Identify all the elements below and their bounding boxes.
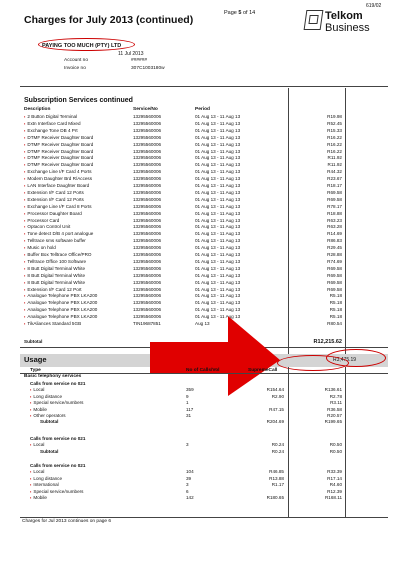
row-amount: R15.33 <box>327 127 342 133</box>
usage-row-label: ▪ Local <box>30 387 44 393</box>
row-service-number: 13295560006 <box>133 293 162 299</box>
row-amount: R78.17 <box>327 203 342 209</box>
invoice-value: 307C1003180w <box>131 66 165 71</box>
row-description: ▪ Buffer Box Telltrace Office/PRO <box>24 252 92 258</box>
row-amount: R28.88 <box>327 252 342 257</box>
col-service: Service/No <box>133 107 158 112</box>
usage-row-label: ▪ Special service/numbers <box>30 489 83 495</box>
row-description: ▪ Extn Interface Card Mixed <box>24 121 81 127</box>
usage-row-label: ▪ Mobile <box>30 495 47 501</box>
usage-row-supremecall: R180.65 <box>266 495 284 500</box>
row-description: ▪ Processor Card <box>24 218 59 224</box>
col-period: Period <box>195 107 210 112</box>
row-amount: R18.17 <box>327 183 342 188</box>
usage-row-label: ▪ Special service/numbers <box>30 400 83 406</box>
usage-subtotal-supremecall: R204.69 <box>266 419 284 425</box>
row-service-number: 13295560006 <box>133 286 162 292</box>
row-description: ▪ Telltrace sms software buffer <box>24 238 86 244</box>
row-description: ▪ Processor Daughter Board <box>24 211 82 217</box>
usage-row-amount: R17.14 <box>327 475 342 481</box>
row-period: 01 Aug 13 - 11 Aug 13 <box>195 210 241 216</box>
row-period: 01 Aug 13 - 11 Aug 13 <box>195 293 241 299</box>
row-amount: R29.45 <box>327 245 342 251</box>
row-amount: R80.54 <box>327 321 342 326</box>
row-service-number: 13295560006 <box>133 155 162 161</box>
usage-block-header: Calls from service no 021 <box>30 463 86 468</box>
row-service-number: 13295560006 <box>133 217 162 223</box>
usage-subtotal-supremecall: R0.24 <box>271 448 284 454</box>
row-service-number: 13295560006 <box>133 231 162 237</box>
column-rule <box>345 367 346 517</box>
row-description: ▪ Exchange Tone DB 4 Prt <box>24 128 78 134</box>
usage-title: Usage <box>24 355 47 364</box>
row-period: 01 Aug 13 - 11 Aug 13 <box>195 217 241 223</box>
telkom-logo-icon <box>304 10 324 30</box>
row-amount: R19.98 <box>327 114 342 119</box>
row-amount: R69.58 <box>327 286 342 292</box>
row-amount: R14.69 <box>327 231 342 237</box>
row-period: 01 Aug 13 - 11 Aug 13 <box>195 141 241 147</box>
row-description: ▪ Analogue Telephone PBX LKA200 <box>24 293 97 299</box>
row-amount: R69.58 <box>327 272 342 278</box>
usage-row-calls: 104 <box>186 469 194 475</box>
row-service-number: 13295560006 <box>133 189 162 195</box>
row-service-number: 13295560006 <box>133 141 162 147</box>
usage-row-calls: 39 <box>186 475 192 481</box>
row-description: ▪ 8 Butt Digital Terminal White <box>24 273 85 279</box>
row-amount: R63.23 <box>327 217 342 223</box>
page-number <box>224 10 255 16</box>
row-description: ▪ DTMF Receiver Daughter Board <box>24 142 93 148</box>
subscription-subtotal-label: Subtotal <box>24 339 43 344</box>
usage-row-label: ▪ Local <box>30 469 44 475</box>
usage-row-calls: 6 <box>186 488 189 494</box>
usage-row-calls: 3 <box>186 482 189 488</box>
invoice-label: Invoice no <box>64 66 86 71</box>
row-amount: R11.92 <box>327 155 342 161</box>
usage-row-amount: R136.61 <box>324 387 342 393</box>
row-description: ▪ Analogue Telephone PBX LKA200 <box>24 300 97 306</box>
usage-row-label: ▪ International <box>30 482 59 488</box>
row-amount: R74.69 <box>327 258 342 264</box>
usage-row-calls: 3 <box>186 442 189 448</box>
row-description: ▪ TikAliances Standard 5GB <box>24 321 81 327</box>
usage-row-label: ▪ Local <box>30 442 44 448</box>
row-service-number: 13295560006 <box>133 300 162 306</box>
row-service-number: 13295560006 <box>133 114 162 119</box>
row-description: ▪ 8 Butt Digital Terminal White <box>24 266 85 272</box>
usage-row-amount: R12.39 <box>327 488 342 494</box>
row-service-number: 13295560006 <box>133 127 162 133</box>
row-period: 01 Aug 13 - 11 Aug 13 <box>195 120 241 126</box>
row-period: 01 Aug 13 - 11 Aug 13 <box>195 114 241 119</box>
col-supremecall: SupremeCall <box>248 368 278 373</box>
row-service-number: 13295560006 <box>133 176 162 182</box>
row-period: 01 Aug 13 - 11 Aug 13 <box>195 127 241 133</box>
row-amount: R63.28 <box>327 224 342 230</box>
row-amount: R16.22 <box>327 134 342 140</box>
row-period: Aug 13 <box>195 321 210 326</box>
customer-highlight-ring <box>38 38 135 51</box>
page-current: 5 <box>238 10 242 16</box>
usage-highlight-ring <box>326 349 386 367</box>
usage-row-amount: R4.60 <box>329 482 342 488</box>
col-description: Description <box>24 107 51 112</box>
row-amount: R52.45 <box>327 120 342 126</box>
usage-row-amount: R0.50 <box>329 442 342 448</box>
usage-subtotal-label: Subtotal <box>40 419 59 425</box>
row-period: 01 Aug 13 - 11 Aug 13 <box>195 224 241 230</box>
column-rule <box>345 88 346 354</box>
row-service-number: 13295560006 <box>133 307 162 313</box>
usage-block-header: Calls from service no 021 <box>30 381 86 386</box>
row-service-number: 13295560006 <box>133 120 162 126</box>
row-description: ▪ Optacon Control Unit <box>24 224 70 230</box>
row-description: ▪ DTMF Receiver Daughter Board <box>24 135 93 141</box>
row-period: 01 Aug 13 - 11 Aug 13 <box>195 307 241 313</box>
row-description: ▪ DTMF Receiver Daughter Board <box>24 149 93 155</box>
usage-row-amount: R168.11 <box>324 495 342 500</box>
row-period: 01 Aug 13 - 11 Aug 13 <box>195 258 241 264</box>
usage-subtotal-amount: R0.50 <box>329 448 342 454</box>
row-service-number: 13295560006 <box>133 203 162 209</box>
row-period: 01 Aug 13 - 11 Aug 13 <box>195 272 241 278</box>
usage-row-amount: R36.58 <box>327 406 342 412</box>
page-total: 14 <box>249 10 256 16</box>
usage-row-calls: 9 <box>186 393 189 399</box>
row-period: 01 Aug 13 - 11 Aug 13 <box>195 238 241 244</box>
usage-row-supremecall: R0.24 <box>271 442 284 448</box>
usage-total: R3,475.19 <box>333 357 357 363</box>
row-service-number: 13295560006 <box>133 252 162 257</box>
row-period: 01 Aug 13 - 11 Aug 13 <box>195 176 241 182</box>
row-period: 01 Aug 13 - 11 Aug 13 <box>195 231 241 237</box>
row-description: ▪ Analogue Telephone PBX LKA200 <box>24 307 97 313</box>
row-period: 01 Aug 13 - 11 Aug 13 <box>195 169 241 175</box>
row-description: ▪ Exchange Line I/F Card 4 Ports <box>24 169 92 175</box>
usage-row-label: ▪ Long distance <box>30 394 62 400</box>
usage-row-supremecall: R13.88 <box>269 475 284 481</box>
customer-name: PAYING TOO MUCH (PTY) LTD <box>42 43 122 49</box>
brand-subtitle: Business <box>325 22 370 34</box>
row-description: ▪ Modem Daughter Brd R/Access <box>24 176 92 182</box>
usage-row-label: ▪ Other operators <box>30 413 66 419</box>
usage-row-supremecall: R46.85 <box>269 469 284 475</box>
row-description: ▪ DTMF Receiver Daughter Board <box>24 162 93 168</box>
row-amount: R16.22 <box>327 148 342 154</box>
row-service-number: 13295560006 <box>133 169 162 175</box>
subscription-title: Subscription Services continued <box>24 97 133 104</box>
row-description: ▪ Extension I/F Card 12 Ports <box>24 197 84 203</box>
row-description: ▪ DTMF Receiver Daughter Board <box>24 155 93 161</box>
page-of: of <box>242 10 248 16</box>
row-amount: R5.18 <box>329 293 342 299</box>
row-service-number: 13295560006 <box>133 279 162 285</box>
row-amount: R5.18 <box>329 300 342 306</box>
row-amount: R69.58 <box>327 196 342 202</box>
usage-group-title: Basic telephony services <box>24 374 82 379</box>
row-period: 01 Aug 13 - 11 Aug 13 <box>195 265 241 271</box>
row-period: 01 Aug 13 - 11 Aug 13 <box>195 245 241 251</box>
row-description: ▪ Music on hold <box>24 245 56 251</box>
brand-name: Telkom <box>325 10 363 22</box>
usage-row-amount: R33.39 <box>327 469 342 475</box>
row-amount: R69.58 <box>327 265 342 271</box>
row-description: ▪ LAN Interface Daughter Board <box>24 183 89 189</box>
red-arrow-icon <box>150 298 290 398</box>
row-service-number: 13295560006 <box>133 210 162 216</box>
page-label: Page <box>224 10 237 16</box>
row-amount: R69.58 <box>327 189 342 195</box>
account-label: Account no <box>64 58 89 63</box>
usage-row-calls: 359 <box>186 387 194 393</box>
row-period: 01 Aug 13 - 11 Aug 13 <box>195 203 241 209</box>
row-amount: R16.22 <box>327 141 342 147</box>
row-service-number: 13295560006 <box>133 196 162 202</box>
row-amount: R44.32 <box>327 169 342 175</box>
row-period: 01 Aug 13 - 11 Aug 13 <box>195 252 241 257</box>
usage-subtotal-amount: R199.65 <box>324 419 342 425</box>
footer-note: Charges for Jul 2013 continues on page 6 <box>22 519 112 524</box>
row-description: ▪ Tone detect D/B 4 port analogue <box>24 231 93 237</box>
account-value: ###### <box>131 58 148 63</box>
row-service-number: 13295560006 <box>133 162 162 168</box>
row-service-number: 13295560006 <box>133 314 162 320</box>
usage-row-calls: 142 <box>186 495 194 500</box>
document-reference: 619/02 <box>366 3 382 9</box>
row-service-number: 13295560006 <box>133 265 162 271</box>
usage-row-supremecall: R1.17 <box>271 482 284 488</box>
row-service-number: 13295560006 <box>133 245 162 251</box>
row-service-number: 13295560006 <box>133 134 162 140</box>
row-description: ▪ Extension I/F Card 12 Ports <box>24 190 84 196</box>
usage-row-calls: 1 <box>186 400 189 406</box>
row-amount: R69.58 <box>327 279 342 285</box>
col-type: Type <box>30 368 41 373</box>
row-service-number: 13295560006 <box>133 148 162 154</box>
row-description: ▪ 2 Button Digital Terminal <box>24 114 77 120</box>
page-title: Charges for July 2013 (continued) <box>24 14 194 26</box>
usage-row-calls: 31 <box>186 413 192 418</box>
usage-row-label: ▪ Long distance <box>30 476 62 482</box>
row-period: 01 Aug 13 - 11 Aug 13 <box>195 183 241 188</box>
usage-block-header: Calls from service no 021 <box>30 436 86 441</box>
row-service-number: 13295560006 <box>133 183 162 188</box>
row-period: 01 Aug 13 - 11 Aug 13 <box>195 300 241 306</box>
divider <box>20 517 388 518</box>
row-amount: R5.18 <box>329 314 342 320</box>
row-description: ▪ 8 Butt Digital Terminal White <box>24 280 85 286</box>
row-period: 01 Aug 13 - 11 Aug 13 <box>195 196 241 202</box>
row-period: 01 Aug 13 - 11 Aug 13 <box>195 134 241 140</box>
usage-row-label: ▪ Mobile <box>30 407 47 413</box>
usage-row-amount: R2.78 <box>329 393 342 399</box>
divider <box>20 86 388 87</box>
row-amount: R18.88 <box>327 210 342 216</box>
col-calls: No of Calls/Vol <box>186 368 220 373</box>
row-period: 01 Aug 13 - 11 Aug 13 <box>195 279 241 285</box>
usage-row-supremecall: R47.15 <box>269 406 284 412</box>
row-period: 01 Aug 13 - 11 Aug 13 <box>195 155 241 161</box>
usage-row-supremecall: R2.90 <box>271 393 284 399</box>
usage-subtotal-label: Subtotal <box>40 448 59 454</box>
row-service-number: 13295560006 <box>133 238 162 244</box>
row-service-number: 13295560006 <box>133 272 162 278</box>
row-period: 01 Aug 13 - 11 Aug 13 <box>195 162 241 168</box>
row-service-number: 13295560006 <box>133 258 162 264</box>
subscription-subtotal-value: R12,215.62 <box>313 339 342 345</box>
row-period: 01 Aug 13 - 11 Aug 13 <box>195 314 241 320</box>
row-amount: R11.92 <box>327 162 342 168</box>
row-period: 01 Aug 13 - 11 Aug 13 <box>195 148 241 154</box>
row-amount: R5.18 <box>329 307 342 313</box>
column-rule <box>288 367 289 517</box>
usage-row-amount: R20.57 <box>327 413 342 418</box>
usage-row-calls: 117 <box>186 406 194 412</box>
usage-row-amount: R3.11 <box>330 400 342 406</box>
row-period: 01 Aug 13 - 11 Aug 13 <box>195 286 241 292</box>
row-description: ▪ Telltrace Office 100 Software <box>24 259 86 265</box>
usage-row-supremecall: R154.64 <box>266 387 284 393</box>
row-service-number: TIN19687851 <box>133 321 161 326</box>
row-description: ▪ Analogue Telephone PBX LKA200 <box>24 314 97 320</box>
row-description: ▪ Extension I/F Card 12 Port <box>24 287 82 293</box>
row-service-number: 13295560006 <box>133 224 162 230</box>
row-amount: R86.83 <box>327 238 342 244</box>
row-period: 01 Aug 13 - 11 Aug 13 <box>195 189 241 195</box>
row-amount: R23.67 <box>327 176 342 182</box>
invoice-date: 11 Jul 2013 <box>118 51 144 57</box>
row-description: ▪ Exchange Line I/F Card 8 Ports <box>24 204 92 210</box>
